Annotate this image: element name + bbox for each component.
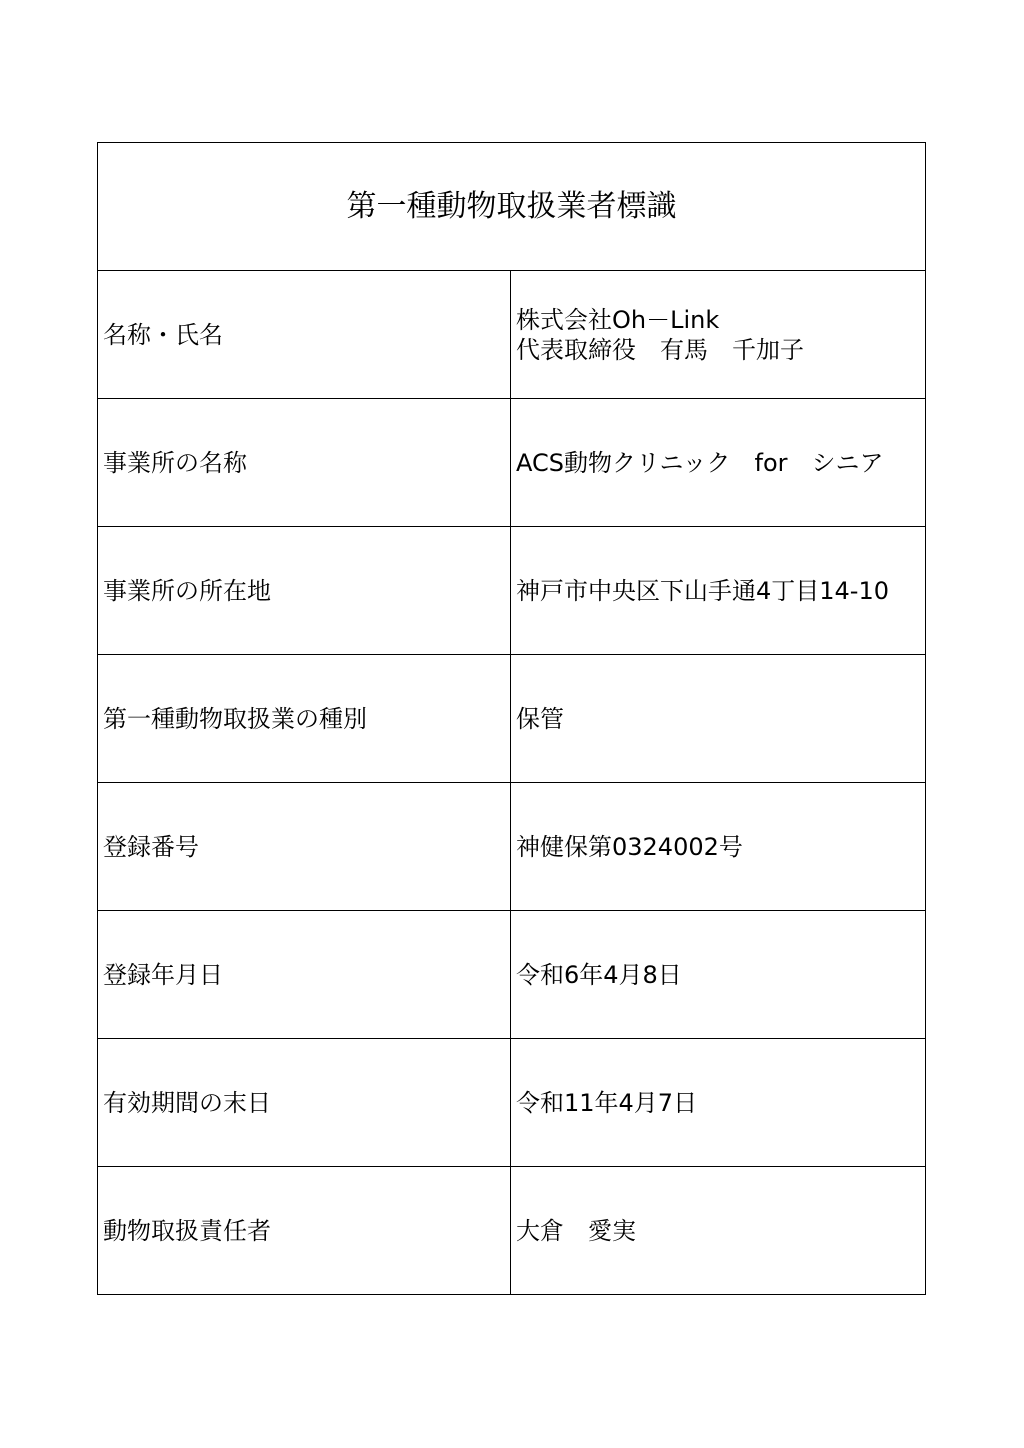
row-value-office-address: 神戸市中央区下山手通4丁目14-10 (511, 527, 926, 655)
row-label-expiry-date: 有効期間の末日 (98, 1039, 511, 1167)
row-value-responsible-person: 大倉 愛実 (511, 1167, 926, 1295)
title-row (98, 143, 926, 271)
row-value-expiry-date: 令和11年4月7日 (511, 1039, 926, 1167)
table-row-registration-date (98, 911, 926, 1039)
row-value-name (511, 271, 926, 399)
company-name: 株式会社Oh－Link (516, 305, 720, 334)
table-row-responsible-person (98, 1167, 926, 1295)
row-label-business-type: 第一種動物取扱業の種別 (98, 655, 511, 783)
table-row-office-address (98, 527, 926, 655)
row-label-name: 名称・氏名 (98, 271, 511, 399)
row-value-business-type: 保管 (511, 655, 926, 783)
table-row-name (98, 271, 926, 399)
row-label-office-address: 事業所の所在地 (98, 527, 511, 655)
table-row-office-name (98, 399, 926, 527)
row-label-registration-date: 登録年月日 (98, 911, 511, 1039)
row-label-responsible-person: 動物取扱責任者 (98, 1167, 511, 1295)
row-value-registration-number: 神健保第0324002号 (511, 783, 926, 911)
table-row-expiry-date (98, 1039, 926, 1167)
table-row-business-type (98, 655, 926, 783)
sign-title: 第一種動物取扱業者標識 (98, 143, 926, 271)
row-label-office-name: 事業所の名称 (98, 399, 511, 527)
table-row-registration-number (98, 783, 926, 911)
row-value-registration-date: 令和6年4月8日 (511, 911, 926, 1039)
row-label-registration-number: 登録番号 (98, 783, 511, 911)
representative-name: 代表取締役 有馬 千加子 (516, 335, 804, 364)
row-value-office-name: ACS動物クリニック for シニア (511, 399, 926, 527)
animal-business-sign-table (97, 142, 926, 1295)
